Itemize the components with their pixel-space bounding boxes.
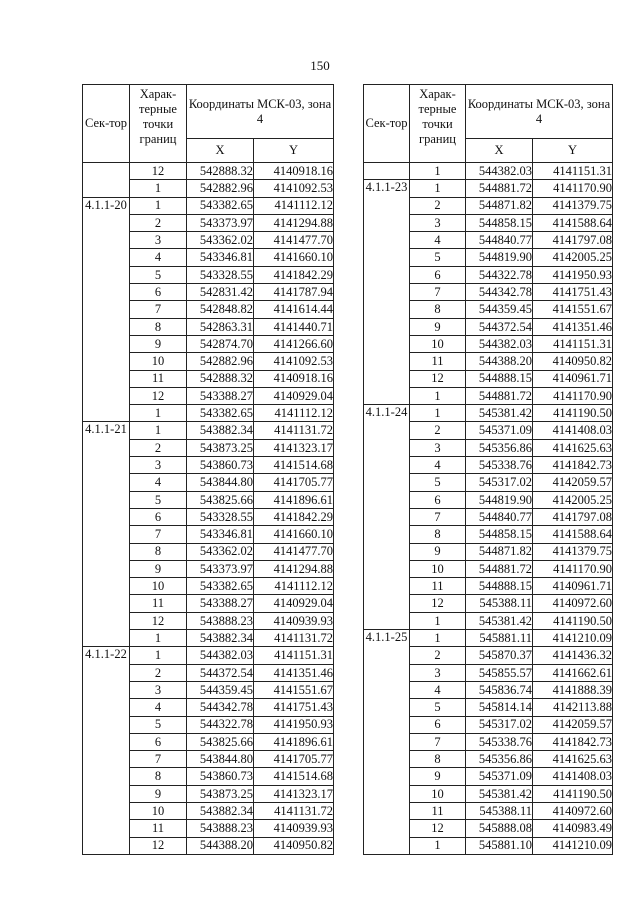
sector-cell: 4.1.1-25	[364, 630, 410, 855]
sector-cell	[364, 163, 410, 180]
point-number-cell: 3	[410, 214, 466, 231]
point-number-cell: 1	[130, 197, 187, 214]
y-coordinate-cell: 4141477.70	[254, 232, 334, 249]
point-number-cell: 5	[130, 716, 187, 733]
x-coordinate-cell: 545371.09	[466, 768, 533, 785]
coords-header: Координаты МСК-03, зона 4	[466, 85, 613, 139]
y-header: Y	[533, 139, 613, 163]
y-coordinate-cell: 4141092.53	[254, 353, 334, 370]
point-number-cell: 5	[410, 249, 466, 266]
x-coordinate-cell: 544359.45	[187, 681, 254, 698]
point-number-cell: 6	[410, 491, 466, 508]
y-coordinate-cell: 4140939.93	[254, 820, 334, 837]
y-coordinate-cell: 4140950.82	[254, 837, 334, 854]
y-coordinate-cell: 4141151.31	[533, 163, 613, 180]
point-number-cell: 11	[410, 802, 466, 819]
y-header: Y	[254, 139, 334, 163]
point-number-cell: 12	[410, 820, 466, 837]
y-coordinate-cell: 4142059.57	[533, 474, 613, 491]
points-header: Харак-терные точки границ	[410, 85, 466, 163]
y-coordinate-cell: 4141842.29	[254, 508, 334, 525]
x-coordinate-cell: 542848.82	[187, 301, 254, 318]
y-coordinate-cell: 4141379.75	[533, 543, 613, 560]
point-number-cell: 10	[130, 578, 187, 595]
point-number-cell: 6	[130, 284, 187, 301]
x-coordinate-cell: 543382.65	[187, 197, 254, 214]
y-coordinate-cell: 4140983.49	[533, 820, 613, 837]
x-coordinate-cell: 543373.97	[187, 214, 254, 231]
x-coordinate-cell: 544342.78	[466, 284, 533, 301]
x-coordinate-cell: 542888.32	[187, 163, 254, 180]
point-number-cell: 8	[410, 301, 466, 318]
y-coordinate-cell: 4141294.88	[254, 560, 334, 577]
point-number-cell: 11	[130, 820, 187, 837]
coordinates-table-right	[363, 84, 613, 855]
x-coordinate-cell: 545371.09	[466, 422, 533, 439]
x-coordinate-cell: 543362.02	[187, 543, 254, 560]
point-number-cell: 5	[410, 699, 466, 716]
point-number-cell: 3	[130, 457, 187, 474]
point-number-cell: 5	[130, 266, 187, 283]
points-header: Харак-терные точки границ	[130, 85, 187, 163]
point-number-cell: 2	[130, 664, 187, 681]
x-coordinate-cell: 544881.72	[466, 180, 533, 197]
x-coordinate-cell: 542863.31	[187, 318, 254, 335]
y-coordinate-cell: 4141170.90	[533, 387, 613, 404]
x-coordinate-cell: 543388.27	[187, 595, 254, 612]
y-coordinate-cell: 4141112.12	[254, 405, 334, 422]
x-coordinate-cell: 542882.96	[187, 353, 254, 370]
y-coordinate-cell: 4141797.08	[533, 232, 613, 249]
point-number-cell: 4	[410, 232, 466, 249]
x-coordinate-cell: 544881.72	[466, 387, 533, 404]
y-coordinate-cell: 4141131.72	[254, 630, 334, 647]
point-number-cell: 8	[130, 318, 187, 335]
point-number-cell: 7	[130, 751, 187, 768]
x-coordinate-cell: 544819.90	[466, 249, 533, 266]
table-row	[364, 180, 613, 197]
sector-cell	[83, 163, 130, 198]
y-coordinate-cell: 4141660.10	[254, 249, 334, 266]
y-coordinate-cell: 4142059.57	[533, 716, 613, 733]
point-number-cell: 8	[130, 543, 187, 560]
point-number-cell: 7	[410, 733, 466, 750]
y-coordinate-cell: 4141379.75	[533, 197, 613, 214]
x-coordinate-cell: 544388.20	[187, 837, 254, 854]
x-coordinate-cell: 544322.78	[187, 716, 254, 733]
y-coordinate-cell: 4142113.88	[533, 699, 613, 716]
y-coordinate-cell: 4142005.25	[533, 249, 613, 266]
point-number-cell: 12	[410, 595, 466, 612]
y-coordinate-cell: 4141751.43	[533, 284, 613, 301]
x-coordinate-cell: 543346.81	[187, 526, 254, 543]
point-number-cell: 7	[130, 301, 187, 318]
point-number-cell: 11	[130, 595, 187, 612]
x-coordinate-cell: 544840.77	[466, 508, 533, 525]
y-coordinate-cell: 4141842.73	[533, 733, 613, 750]
x-coordinate-cell: 545338.76	[466, 733, 533, 750]
table-row	[83, 163, 334, 180]
point-number-cell: 1	[410, 630, 466, 647]
x-header: X	[466, 139, 533, 163]
point-number-cell: 9	[130, 560, 187, 577]
x-coordinate-cell: 545836.74	[466, 681, 533, 698]
x-coordinate-cell: 544382.03	[466, 163, 533, 180]
coords-header: Координаты МСК-03, зона 4	[187, 85, 334, 139]
y-coordinate-cell: 4141551.67	[533, 301, 613, 318]
point-number-cell: 11	[410, 353, 466, 370]
x-coordinate-cell: 545881.11	[466, 630, 533, 647]
x-coordinate-cell: 545870.37	[466, 647, 533, 664]
y-coordinate-cell: 4141210.09	[533, 837, 613, 854]
y-coordinate-cell: 4140929.04	[254, 595, 334, 612]
x-coordinate-cell: 544359.45	[466, 301, 533, 318]
x-coordinate-cell: 544372.54	[466, 318, 533, 335]
coordinates-table-left	[82, 84, 334, 855]
x-coordinate-cell: 544342.78	[187, 699, 254, 716]
y-coordinate-cell: 4141514.68	[254, 457, 334, 474]
y-coordinate-cell: 4140918.16	[254, 163, 334, 180]
y-coordinate-cell: 4141477.70	[254, 543, 334, 560]
x-coordinate-cell: 544858.15	[466, 526, 533, 543]
y-coordinate-cell: 4141323.17	[254, 439, 334, 456]
x-coordinate-cell: 543888.23	[187, 820, 254, 837]
y-coordinate-cell: 4142005.25	[533, 491, 613, 508]
x-coordinate-cell: 543873.25	[187, 785, 254, 802]
x-coordinate-cell: 545356.86	[466, 439, 533, 456]
x-coordinate-cell: 543873.25	[187, 439, 254, 456]
x-coordinate-cell: 545381.42	[466, 785, 533, 802]
x-coordinate-cell: 544858.15	[466, 214, 533, 231]
point-number-cell: 11	[410, 578, 466, 595]
y-coordinate-cell: 4141551.67	[254, 681, 334, 698]
point-number-cell: 3	[130, 681, 187, 698]
x-coordinate-cell: 543825.66	[187, 491, 254, 508]
x-coordinate-cell: 543328.55	[187, 266, 254, 283]
point-number-cell: 9	[130, 785, 187, 802]
y-coordinate-cell: 4141787.94	[254, 284, 334, 301]
y-coordinate-cell: 4141797.08	[533, 508, 613, 525]
point-number-cell: 10	[410, 785, 466, 802]
x-coordinate-cell: 544871.82	[466, 543, 533, 560]
x-coordinate-cell: 545855.57	[466, 664, 533, 681]
x-coordinate-cell: 543860.73	[187, 457, 254, 474]
point-number-cell: 1	[130, 630, 187, 647]
point-number-cell: 12	[130, 612, 187, 629]
point-number-cell: 3	[410, 439, 466, 456]
sector-cell: 4.1.1-24	[364, 405, 410, 630]
x-coordinate-cell: 544888.15	[466, 370, 533, 387]
point-number-cell: 9	[130, 335, 187, 352]
y-coordinate-cell: 4140972.60	[533, 595, 613, 612]
x-coordinate-cell: 545381.42	[466, 612, 533, 629]
y-coordinate-cell: 4141351.46	[533, 318, 613, 335]
y-coordinate-cell: 4140961.71	[533, 578, 613, 595]
y-coordinate-cell: 4141660.10	[254, 526, 334, 543]
point-number-cell: 11	[130, 370, 187, 387]
x-coordinate-cell: 543382.65	[187, 405, 254, 422]
sector-cell: 4.1.1-20	[83, 197, 130, 422]
point-number-cell: 10	[130, 802, 187, 819]
y-coordinate-cell: 4141440.71	[254, 318, 334, 335]
y-coordinate-cell: 4141266.60	[254, 335, 334, 352]
point-number-cell: 1	[410, 163, 466, 180]
x-coordinate-cell: 544881.72	[466, 560, 533, 577]
point-number-cell: 7	[410, 508, 466, 525]
y-coordinate-cell: 4140929.04	[254, 387, 334, 404]
point-number-cell: 6	[130, 508, 187, 525]
x-coordinate-cell: 543825.66	[187, 733, 254, 750]
point-number-cell: 10	[410, 335, 466, 352]
coordinates-body-right	[364, 163, 613, 855]
x-header: X	[187, 139, 254, 163]
y-coordinate-cell: 4141436.32	[533, 647, 613, 664]
x-coordinate-cell: 544372.54	[187, 664, 254, 681]
x-coordinate-cell: 543388.27	[187, 387, 254, 404]
y-coordinate-cell: 4141170.90	[533, 180, 613, 197]
x-coordinate-cell: 545814.14	[466, 699, 533, 716]
point-number-cell: 7	[410, 284, 466, 301]
sector-cell: 4.1.1-22	[83, 647, 130, 855]
y-coordinate-cell: 4141625.63	[533, 751, 613, 768]
y-coordinate-cell: 4141950.93	[254, 716, 334, 733]
y-coordinate-cell: 4141131.72	[254, 802, 334, 819]
point-number-cell: 8	[410, 751, 466, 768]
point-number-cell: 2	[410, 647, 466, 664]
y-coordinate-cell: 4141294.88	[254, 214, 334, 231]
y-coordinate-cell: 4141662.61	[533, 664, 613, 681]
point-number-cell: 1	[410, 837, 466, 854]
y-coordinate-cell: 4141705.77	[254, 751, 334, 768]
point-number-cell: 1	[410, 387, 466, 404]
x-coordinate-cell: 542874.70	[187, 335, 254, 352]
point-number-cell: 1	[130, 422, 187, 439]
point-number-cell: 12	[130, 387, 187, 404]
x-coordinate-cell: 545338.76	[466, 457, 533, 474]
x-coordinate-cell: 543328.55	[187, 508, 254, 525]
x-coordinate-cell: 543844.80	[187, 474, 254, 491]
point-number-cell: 2	[130, 214, 187, 231]
point-number-cell: 1	[130, 405, 187, 422]
point-number-cell: 2	[410, 422, 466, 439]
x-coordinate-cell: 542888.32	[187, 370, 254, 387]
y-coordinate-cell: 4141588.64	[533, 526, 613, 543]
point-number-cell: 4	[130, 249, 187, 266]
y-coordinate-cell: 4141514.68	[254, 768, 334, 785]
point-number-cell: 4	[130, 699, 187, 716]
x-coordinate-cell: 543362.02	[187, 232, 254, 249]
point-number-cell: 1	[130, 647, 187, 664]
y-coordinate-cell: 4141151.31	[533, 335, 613, 352]
point-number-cell: 1	[410, 405, 466, 422]
sector-cell: 4.1.1-21	[83, 422, 130, 647]
x-coordinate-cell: 544871.82	[466, 197, 533, 214]
y-coordinate-cell: 4141151.31	[254, 647, 334, 664]
y-coordinate-cell: 4140918.16	[254, 370, 334, 387]
point-number-cell: 9	[410, 543, 466, 560]
point-number-cell: 3	[130, 232, 187, 249]
x-coordinate-cell: 542831.42	[187, 284, 254, 301]
point-number-cell: 8	[410, 526, 466, 543]
x-coordinate-cell: 543382.65	[187, 578, 254, 595]
x-coordinate-cell: 543346.81	[187, 249, 254, 266]
point-number-cell: 8	[130, 768, 187, 785]
coordinates-body-left	[83, 163, 334, 855]
y-coordinate-cell: 4141170.90	[533, 560, 613, 577]
point-number-cell: 6	[410, 716, 466, 733]
sector-header: Сек-тор	[83, 85, 130, 163]
y-coordinate-cell: 4141210.09	[533, 630, 613, 647]
x-coordinate-cell: 543882.34	[187, 630, 254, 647]
point-number-cell: 3	[410, 664, 466, 681]
y-coordinate-cell: 4141408.03	[533, 768, 613, 785]
x-coordinate-cell: 543844.80	[187, 751, 254, 768]
y-coordinate-cell: 4141896.61	[254, 733, 334, 750]
y-coordinate-cell: 4141950.93	[533, 266, 613, 283]
table-row	[83, 197, 334, 214]
point-number-cell: 5	[130, 491, 187, 508]
point-number-cell: 1	[410, 180, 466, 197]
y-coordinate-cell: 4140950.82	[533, 353, 613, 370]
x-coordinate-cell: 544322.78	[466, 266, 533, 283]
point-number-cell: 4	[130, 474, 187, 491]
x-coordinate-cell: 544382.03	[187, 647, 254, 664]
y-coordinate-cell: 4141888.39	[533, 681, 613, 698]
x-coordinate-cell: 545388.11	[466, 595, 533, 612]
y-coordinate-cell: 4141131.72	[254, 422, 334, 439]
x-coordinate-cell: 543882.34	[187, 422, 254, 439]
x-coordinate-cell: 544819.90	[466, 491, 533, 508]
x-coordinate-cell: 542882.96	[187, 180, 254, 197]
point-number-cell: 2	[130, 439, 187, 456]
x-coordinate-cell: 545381.42	[466, 405, 533, 422]
x-coordinate-cell: 545888.08	[466, 820, 533, 837]
table-row	[364, 163, 613, 180]
x-coordinate-cell: 545388.11	[466, 802, 533, 819]
y-coordinate-cell: 4140939.93	[254, 612, 334, 629]
y-coordinate-cell: 4141112.12	[254, 197, 334, 214]
y-coordinate-cell: 4141705.77	[254, 474, 334, 491]
point-number-cell: 10	[130, 353, 187, 370]
y-coordinate-cell: 4141842.29	[254, 266, 334, 283]
point-number-cell: 2	[410, 197, 466, 214]
x-coordinate-cell: 545881.10	[466, 837, 533, 854]
x-coordinate-cell: 544840.77	[466, 232, 533, 249]
y-coordinate-cell: 4141408.03	[533, 422, 613, 439]
x-coordinate-cell: 545317.02	[466, 716, 533, 733]
x-coordinate-cell: 544888.15	[466, 578, 533, 595]
point-number-cell: 4	[410, 681, 466, 698]
table-row	[364, 405, 613, 422]
x-coordinate-cell: 544382.03	[466, 335, 533, 352]
x-coordinate-cell: 545317.02	[466, 474, 533, 491]
x-coordinate-cell: 543860.73	[187, 768, 254, 785]
point-number-cell: 6	[130, 733, 187, 750]
point-number-cell: 9	[410, 768, 466, 785]
table-row	[83, 647, 334, 664]
y-coordinate-cell: 4141842.73	[533, 457, 613, 474]
y-coordinate-cell: 4141351.46	[254, 664, 334, 681]
table-row	[83, 422, 334, 439]
point-number-cell: 4	[410, 457, 466, 474]
point-number-cell: 10	[410, 560, 466, 577]
y-coordinate-cell: 4141625.63	[533, 439, 613, 456]
point-number-cell: 1	[130, 180, 187, 197]
point-number-cell: 12	[130, 163, 187, 180]
y-coordinate-cell: 4141190.50	[533, 785, 613, 802]
page-number: 150	[310, 58, 330, 73]
point-number-cell: 1	[410, 612, 466, 629]
y-coordinate-cell: 4141614.44	[254, 301, 334, 318]
point-number-cell: 5	[410, 474, 466, 491]
y-coordinate-cell: 4141751.43	[254, 699, 334, 716]
y-coordinate-cell: 4141112.12	[254, 578, 334, 595]
x-coordinate-cell: 543882.34	[187, 802, 254, 819]
sector-header: Сек-тор	[364, 85, 410, 163]
y-coordinate-cell: 4141588.64	[533, 214, 613, 231]
table-row	[364, 630, 613, 647]
point-number-cell: 7	[130, 526, 187, 543]
y-coordinate-cell: 4141092.53	[254, 180, 334, 197]
point-number-cell: 12	[410, 370, 466, 387]
x-coordinate-cell: 543373.97	[187, 560, 254, 577]
point-number-cell: 6	[410, 266, 466, 283]
point-number-cell: 12	[130, 837, 187, 854]
y-coordinate-cell: 4140972.60	[533, 802, 613, 819]
y-coordinate-cell: 4141190.50	[533, 405, 613, 422]
y-coordinate-cell: 4141323.17	[254, 785, 334, 802]
point-number-cell: 9	[410, 318, 466, 335]
y-coordinate-cell: 4140961.71	[533, 370, 613, 387]
x-coordinate-cell: 545356.86	[466, 751, 533, 768]
sector-cell: 4.1.1-23	[364, 180, 410, 405]
x-coordinate-cell: 544388.20	[466, 353, 533, 370]
y-coordinate-cell: 4141896.61	[254, 491, 334, 508]
y-coordinate-cell: 4141190.50	[533, 612, 613, 629]
x-coordinate-cell: 543888.23	[187, 612, 254, 629]
